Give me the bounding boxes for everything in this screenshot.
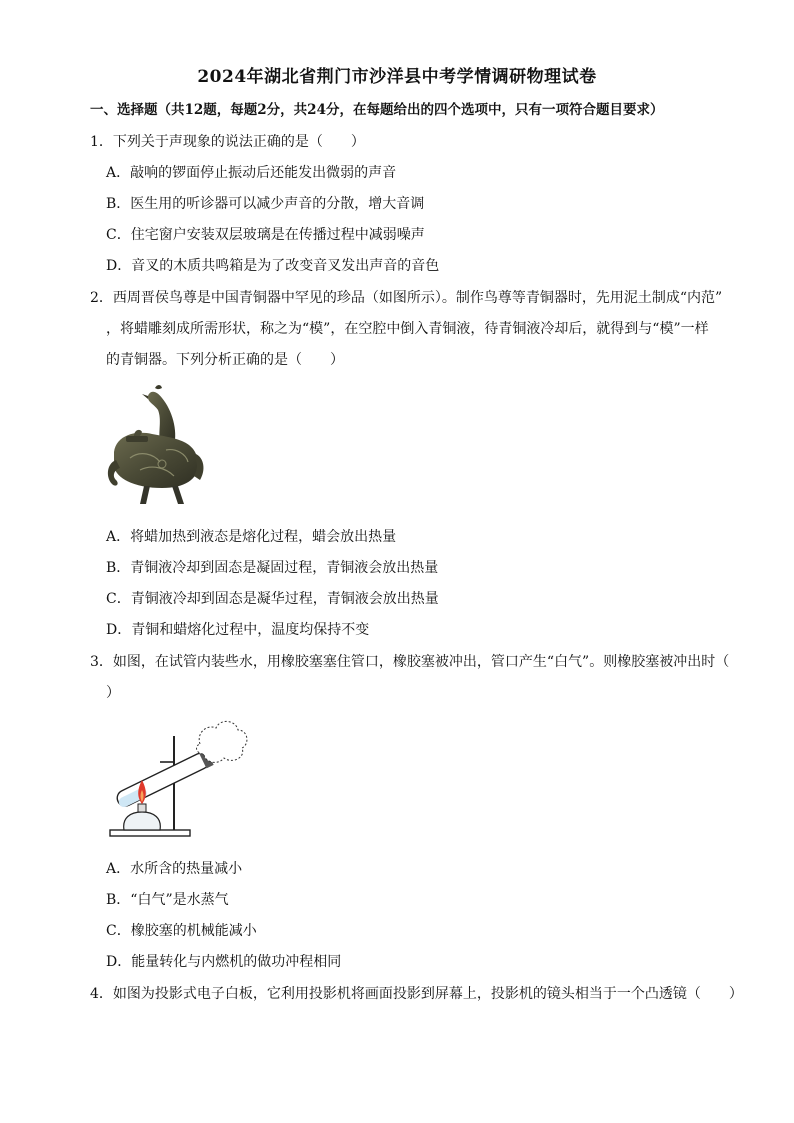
q2-option-c: C．青铜液冷却到固态是凝华过程，青铜液会放出热量 [106,591,439,607]
question-3-stem-line-2: ） [106,685,120,701]
q3-option-b: B．“白气”是水蒸气 [106,892,229,908]
bronze-bird-vessel-figure [100,380,210,510]
q1-option-d: D．音叉的木质共鸣箱是为了改变音叉发出声音的音色 [106,258,440,274]
q1-option-c: C．住宅窗户安装双层玻璃是在传播过程中减弱噪声 [106,227,425,243]
q3-option-a: A．水所含的热量减小 [106,861,243,877]
question-2-stem-line-2: ，将蜡雕刻成所需形状，称之为“模”，在空腔中倒入青铜液，待青铜液冷却后，就得到与“模”一样 [106,321,709,337]
question-2-stem-line-3: 的青铜器。下列分析正确的是（ ） [106,352,344,368]
question-3-stem-line-1: 3．如图，在试管内装些水，用橡胶塞塞住管口，橡胶塞被冲出，管口产生“白气”。则橡胶塞被冲出时（ [90,654,730,670]
question-1-stem: 1．下列关于声现象的说法正确的是（ ） [90,134,365,150]
q2-option-a: A．将蜡加热到液态是熔化过程，蜡会放出热量 [106,529,397,545]
q2-option-d: D．青铜和蜡熔化过程中，温度均保持不变 [106,622,370,638]
test-tube-experiment-figure [104,714,254,842]
question-4-stem: 4．如图为投影式电子白板，它利用投影机将画面投影到屏幕上，投影机的镜头相当于一个凸透镜（ ） [90,986,743,1002]
section-heading: 一、选择题（共12题，每题2分，共24分，在每题给出的四个选项中，只有一项符合题目要求） [90,102,664,118]
q3-option-c: C．橡胶塞的机械能减小 [106,923,257,939]
q2-option-b: B．青铜液冷却到固态是凝固过程，青铜液会放出热量 [106,560,439,576]
q1-option-a: A．敲响的锣面停止振动后还能发出微弱的声音 [106,165,397,181]
q3-option-d: D．能量转化与内燃机的做功冲程相同 [106,954,342,970]
question-2-stem-line-1: 2．西周晋侯鸟尊是中国青铜器中罕见的珍品（如图所示）。制作鸟尊等青铜器时，先用泥土制成“内范” [90,290,723,306]
q1-option-b: B．医生用的听诊器可以减少声音的分散，增大音调 [106,196,425,212]
page-title: 2024年湖北省荆门市沙洋县中考学情调研物理试卷 [197,67,597,87]
